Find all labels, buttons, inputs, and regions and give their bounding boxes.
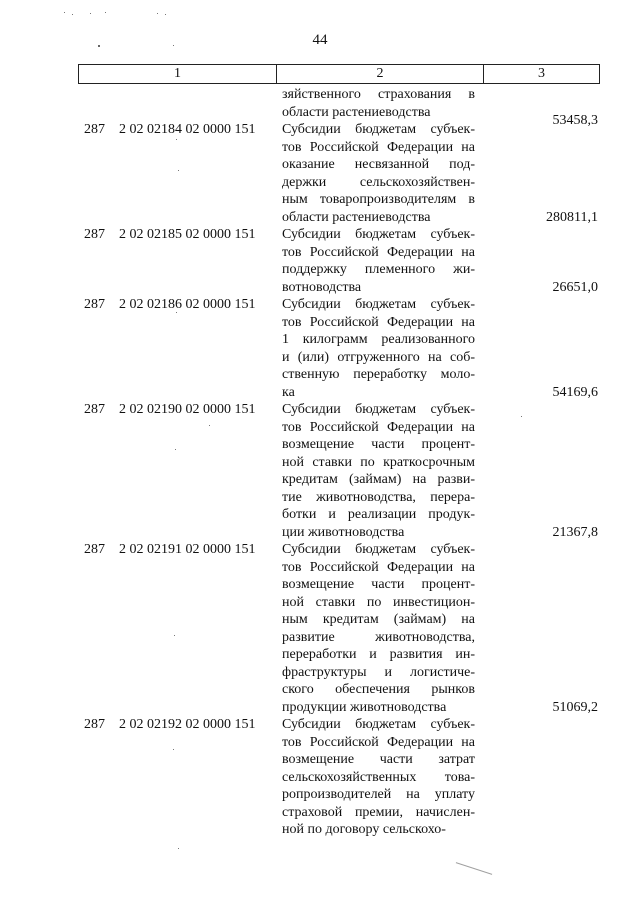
amount-cell: 26651,0 [552, 279, 598, 295]
description-line: тов Российской Федерации на [282, 559, 475, 575]
scan-speck [98, 45, 100, 47]
header-col-3: 3 [538, 66, 545, 81]
description-line: Субсидии бюджетам субъек- [282, 542, 475, 557]
scan-speck [178, 170, 179, 171]
description-line: ка [282, 384, 295, 400]
revenue-code-cell: 2 02 02192 02 0000 151 [119, 717, 256, 732]
scan-speck [90, 13, 91, 14]
revenue-code-cell: 2 02 02186 02 0000 151 [119, 297, 256, 312]
description-line: и (или) отгруженного на соб- [282, 349, 475, 365]
description-line: Субсидии бюджетам субъек- [282, 402, 475, 417]
description-line: ственную переработку моло- [282, 367, 475, 382]
admin-code-cell: 287 [84, 122, 105, 137]
description-line: ропроизводителей на уплату [282, 787, 475, 802]
description-line: тов Российской Федерации на [282, 419, 475, 435]
scan-speck [157, 13, 158, 14]
description-line: поддержку племенного жи- [282, 262, 475, 277]
amount-cell: 51069,2 [552, 699, 598, 715]
scan-speck [173, 749, 174, 750]
description-line: ной ставки по инвестицион- [282, 594, 475, 610]
description-line: 1 килограмм реализованного [282, 332, 475, 347]
scan-speck [521, 416, 522, 417]
description-line: ным кредитам (займам) на [282, 612, 475, 627]
amount-cell: 53458,3 [552, 112, 598, 128]
amount-cell: 21367,8 [552, 524, 598, 540]
description-line: сельскохозяйственных това- [282, 769, 475, 785]
description-line: области растениеводства [282, 209, 431, 225]
scan-speck [209, 425, 210, 426]
revenue-code-cell: 2 02 02190 02 0000 151 [119, 402, 256, 417]
scan-speck [174, 635, 175, 636]
scan-speck [175, 449, 176, 450]
description-line: ботки и реализации продук- [282, 507, 475, 522]
page-number: 44 [312, 32, 328, 48]
description-line: ского обеспечения рынков [282, 682, 475, 697]
admin-code-cell: 287 [84, 542, 105, 557]
description-line: вотноводства [282, 279, 362, 295]
scan-speck [64, 12, 65, 13]
scan-speck [72, 14, 73, 15]
description-line: тов Российской Федерации на [282, 314, 475, 330]
description-line: области растениеводства [282, 104, 431, 120]
description-line: фраструктуры и логистиче- [282, 664, 475, 680]
description-line: тов Российской Федерации на [282, 139, 475, 155]
scan-speck [105, 12, 106, 13]
amount-cell: 54169,6 [552, 384, 598, 400]
revenue-code-cell: 2 02 02185 02 0000 151 [119, 227, 256, 242]
revenue-code-cell: 2 02 02191 02 0000 151 [119, 542, 256, 557]
amount-cell: 280811,1 [546, 209, 598, 225]
description-line: ной ставки по краткосрочным [282, 454, 475, 470]
description-line: возмещение части процент- [282, 577, 475, 592]
header-col-2: 2 [277, 65, 484, 83]
description-line: переработки и развития ин- [282, 647, 475, 662]
description-line: продукции животноводства [282, 699, 447, 715]
description-line: тов Российской Федерации на [282, 244, 475, 260]
description-line: кредитам (займам) на разви- [282, 472, 475, 487]
description-line: возмещение части затрат [282, 752, 475, 767]
admin-code-cell: 287 [84, 227, 105, 242]
table-header [78, 64, 600, 84]
description-line: ции животноводства [282, 524, 405, 540]
description-line: Субсидии бюджетам субъек- [282, 227, 475, 242]
description-line: держки сельскохозяйствен- [282, 174, 475, 190]
scan-speck [165, 14, 166, 15]
scan-smudge [456, 862, 492, 875]
admin-code-cell: 287 [84, 717, 105, 732]
scan-speck [176, 312, 177, 313]
description-line: тов Российской Федерации на [282, 734, 475, 750]
scan-speck [176, 139, 177, 140]
description-line: Субсидии бюджетам субъек- [282, 297, 475, 312]
description-line: зяйственного страхования в [282, 87, 475, 102]
description-line: оказание несвязанной под- [282, 157, 475, 172]
description-line: ным товаропроизводителям в [282, 192, 475, 207]
description-line: ной по договору сельскохо- [282, 822, 446, 837]
description-line: развитие животноводства, [282, 629, 475, 645]
header-col-1: 1 [79, 65, 277, 83]
description-line: Субсидии бюджетам субъек- [282, 717, 475, 732]
revenue-code-cell: 2 02 02184 02 0000 151 [119, 122, 256, 137]
description-line: тие животноводства, перера- [282, 489, 475, 505]
description-line: возмещение части процент- [282, 437, 475, 452]
admin-code-cell: 287 [84, 297, 105, 312]
scan-speck [178, 848, 179, 849]
description-line: страховой премии, начислен- [282, 804, 475, 820]
description-line: Субсидии бюджетам субъек- [282, 122, 475, 137]
scan-speck [173, 45, 174, 46]
admin-code-cell: 287 [84, 402, 105, 417]
